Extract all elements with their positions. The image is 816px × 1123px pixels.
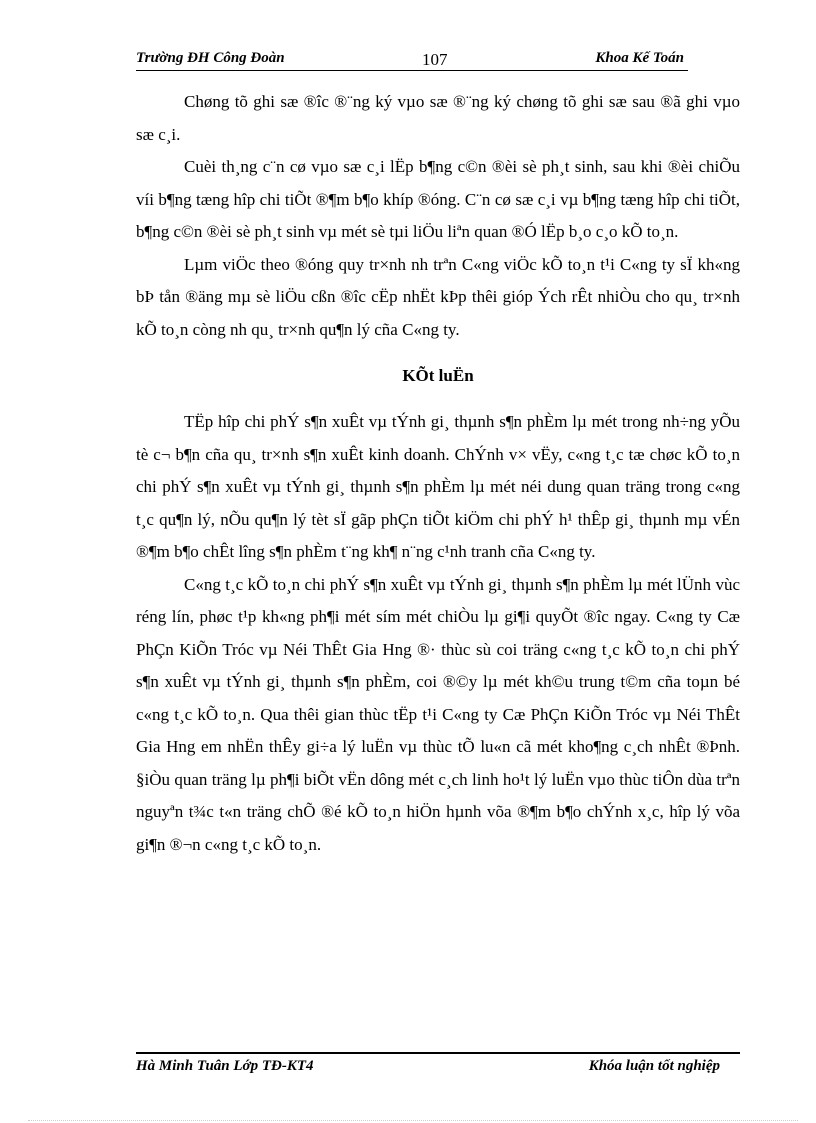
- conclusion-paragraph-1: TËp hîp chi phÝ s¶n xuÊt vµ tÝnh gi¸ thµnh s¶n phÈm lµ mét trong nh÷ng yÕu tè c¬ b¶n cña qu¸ tr×nh s¶n xuÊt kinh doanh. ChÝnh v× vËy, c«ng t¸c tæ chøc kÕ to¸n chi phÝ s¶n xuÊt vµ tÝnh gi¸ thµnh s¶n phÈm lµ mét néi dung quan träng trong c«ng t¸c qu¶n lý, nÕu qu¶n lý tèt sÏ gãp phÇn tiÕt kiÖm chi phÝ h¹ thÊp gi¸ thµnh mµ vÉn ®¶m b¶o chÊt lîng s¶n phÈm t¨ng kh¶ n¨ng c¹nh tranh cña C«ng ty.: [136, 412, 740, 561]
- header-faculty: Khoa Kế Toán: [595, 50, 684, 66]
- page-number: 107: [422, 50, 448, 69]
- paragraph-2: Cuèi th¸ng c¨n cø vµo sæ c¸i lËp b¶ng c©n ®èi sè ph¸t sinh, sau khi ®èi chiÕu víi b¶ng tæng hîp chi tiÕt ®¶m b¶o khíp ®óng. C¨n cø sæ c¸i vµ b¶ng tæng hîp chi tiÕt, b¶ng c©n ®èi sè ph¸t sinh vµ mét sè tµi liÖu liªn quan ®Ó lËp b¸o c¸o kÕ to¸n.: [136, 157, 740, 241]
- paragraph-1: Chøng tõ ghi sæ ®îc ®¨ng ký vµo sæ ®¨ng ký chøng tõ ghi sæ sau ®ã ghi vµo sæ c¸i.: [136, 92, 740, 144]
- page-header: [136, 48, 688, 71]
- page-body: [136, 86, 740, 861]
- paragraph-3: Lµm viÖc theo ®óng quy tr×nh nh trªn C«ng viÖc kÕ to¸n t¹i C«ng ty sÏ kh«ng bÞ tån ®äng mµ sè liÖu cßn ®îc cËp nhËt kÞp thêi gióp Ých rÊt nhiÒu cho qu¸ tr×nh kÕ to¸n còng nh qu¸ tr×nh qu¶n lý cña C«ng ty.: [136, 254, 740, 339]
- page-footer: [136, 1052, 740, 1078]
- conclusion-paragraph-2: C«ng t¸c kÕ to¸n chi phÝ s¶n xuÊt vµ tÝnh gi¸ thµnh s¶n phÈm lµ mét lÜnh vùc réng lín, phøc t¹p kh«ng ph¶i mét sím mét chiÒu lµ gi¶i quyÕt ®îc ngay. C«ng ty Cæ PhÇn KiÕn Tróc vµ Néi ThÊt Gia Hng ®· thùc sù coi träng c«ng t¸c kÕ to¸n chi phÝ s¶n xuÊt vµ tÝnh gi¸ thµnh s¶n phÈm, coi ®©y lµ mét kh©u trung t©m cña toµn bé c«ng t¸c kÕ to¸n. Qua thêi gian thùc tËp t¹i C«ng ty Cæ PhÇn KiÕn Tróc vµ Néi ThÊt Gia Hng em nhËn thÊy gi÷a lý luËn vµ thùc tÕ lu«n cã mét kho¶ng c¸ch nhÊt ®Þnh. §iÒu quan träng lµ ph¶i biÕt vËn dông mét c¸ch linh ho¹t lý luËn vµo thùc tiÔn dùa trªn nguyªn t¾c t«n träng chÕ ®é kÕ to¸n hiÖn hµnh võa ®¶m b¶o chÝnh x¸c, hîp lý võa gi¶n ®¬n c«ng t¸c kÕ to¸n.: [136, 574, 740, 854]
- section-title: KÕt luËn: [402, 366, 474, 385]
- header-school: Trường ĐH Công Đoàn: [136, 50, 285, 66]
- footer-thesis-type: Khóa luận tốt nghiệp: [588, 1058, 720, 1074]
- page-edge-divider: [28, 1120, 798, 1121]
- footer-author: Hà Minh Tuân Lớp TĐ-KT4: [136, 1058, 314, 1074]
